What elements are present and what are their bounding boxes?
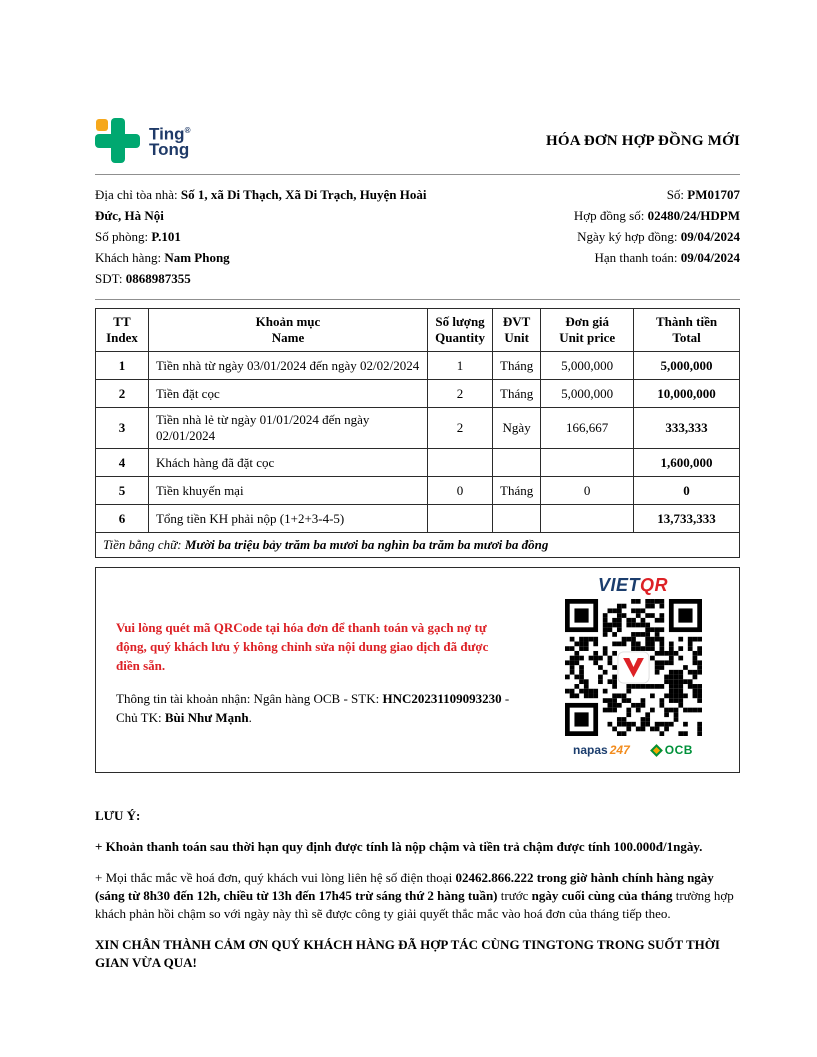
col-header-quantity: Số lượng Quantity <box>428 309 493 352</box>
customer-name-label: Khách hàng: <box>95 250 165 265</box>
contract-number-label: Hợp đồng số: <box>573 208 648 223</box>
contract-date-value: 09/04/2024 <box>680 229 740 244</box>
cell-quantity: 1 <box>428 352 493 380</box>
room-number-value: P.101 <box>151 229 181 244</box>
col-header-unit: ĐVT Unit <box>493 309 541 352</box>
cell-name: Tổng tiền KH phải nộp (1+2+3-4-5) <box>148 505 427 533</box>
cell-name: Khách hàng đã đặt cọc <box>148 449 427 477</box>
table-row-grand-total <box>96 505 740 533</box>
cell-unit: Tháng <box>493 352 541 380</box>
cell-index: 6 <box>96 505 149 533</box>
cell-index: 2 <box>96 380 149 408</box>
customer-phone-value: 0868987355 <box>125 271 191 286</box>
contract-number-row <box>574 205 740 226</box>
table-row <box>96 380 740 408</box>
cell-total: 13,733,333 <box>634 505 740 533</box>
cell-unit: Ngày <box>493 408 541 449</box>
customer-name-value: Nam Phong <box>164 250 230 265</box>
invoice-header <box>95 118 740 175</box>
cell-quantity <box>428 505 493 533</box>
cell-unit: Tháng <box>493 380 541 408</box>
cell-quantity <box>428 449 493 477</box>
invoice-items-table <box>95 308 740 558</box>
cell-index: 4 <box>96 449 149 477</box>
cell-unit-price: 0 <box>541 477 634 505</box>
qr-panel <box>527 568 739 772</box>
cell-unit-price: 166,667 <box>541 408 634 449</box>
cell-quantity: 0 <box>428 477 493 505</box>
logo-cross-horizontal <box>95 134 140 148</box>
cell-total: 0 <box>634 477 740 505</box>
cell-unit-price: 5,000,000 <box>541 380 634 408</box>
invoice-info <box>95 175 740 300</box>
table-row <box>96 408 740 449</box>
ocb-logo: OCB <box>652 743 693 757</box>
thanks-note: XIN CHÂN THÀNH CẢM ƠN QUÝ KHÁCH HÀNG ĐÃ HỢP TÁC CÙNG TINGTONG TRONG SUỐT THỜI GIAN VỪA QUA! <box>95 937 720 970</box>
logo-word-tong: Tong <box>149 140 190 160</box>
cell-index: 5 <box>96 477 149 505</box>
ocb-diamond-icon <box>650 744 663 757</box>
contract-date-label: Ngày ký hợp đồng: <box>577 229 681 244</box>
cell-unit: Tháng <box>493 477 541 505</box>
tingtong-logo-text <box>149 123 190 159</box>
cell-quantity: 2 <box>428 408 493 449</box>
cell-total: 333,333 <box>634 408 740 449</box>
vietqr-logo: VIETQR <box>597 575 668 595</box>
napas-logo: napas 247 <box>573 743 630 757</box>
cell-index: 1 <box>96 352 149 380</box>
col-header-name: Khoản mục Name <box>148 309 427 352</box>
invoice-number-label: Số: <box>666 187 688 202</box>
logo-word-ting: Ting <box>149 124 185 144</box>
building-address-label: Địa chỉ tòa nhà: <box>95 187 181 202</box>
due-date-label: Hạn thanh toán: <box>594 250 681 265</box>
table-row <box>96 449 740 477</box>
late-payment-note: + Khoản thanh toán sau thời hạn quy định được tính là nộp chậm và tiền trả chậm được tính 100.000đ/1ngày. <box>95 839 703 854</box>
contract-info <box>574 184 740 289</box>
payment-network-logos <box>573 743 693 757</box>
cell-total: 10,000,000 <box>634 380 740 408</box>
col-header-unit-price: Đơn giá Unit price <box>541 309 634 352</box>
invoice-footer <box>95 807 740 972</box>
cell-name: Tiền khuyến mại <box>148 477 427 505</box>
cell-unit <box>493 505 541 533</box>
contact-note: + Mọi thắc mắc về hoá đơn, quý khách vui lòng liên hệ số điện thoại 02462.866.222 trong giờ hành chính hàng ngày (sáng từ 8h30 đến 12h, chiều từ 13h đến 17h45 trừ sáng thứ 2 hàng tuần) trước ngày cuối cùng của tháng trường hợp khách phản hồi chậm so với ngày này thì sẽ được công ty giải quyết thắc mắc vào hoá đơn của tháng tiếp theo. <box>95 870 734 921</box>
notes-title: LƯU Ý: <box>95 808 141 823</box>
cell-total: 5,000,000 <box>634 352 740 380</box>
cell-unit-price: 5,000,000 <box>541 352 634 380</box>
table-header-row <box>96 309 740 352</box>
cell-name: Tiền nhà từ ngày 03/01/2024 đến ngày 02/02/2024 <box>148 352 427 380</box>
account-label: Thông tin tài khoản nhận: Ngân hàng OCB - STK: <box>116 690 383 706</box>
cell-index: 3 <box>96 408 149 449</box>
cell-unit-price <box>541 449 634 477</box>
cell-total: 1,600,000 <box>634 449 740 477</box>
contract-date-row <box>574 226 740 247</box>
due-date-row <box>574 247 740 268</box>
account-holder-label: - Chủ TK: <box>116 690 510 725</box>
amount-in-words-value: Mười ba triệu bảy trăm ba mươi ba nghìn ba trăm ba mươi ba đồng <box>184 537 549 552</box>
payment-qr-code <box>565 599 702 736</box>
account-number: HNC20231109093230 <box>382 690 502 706</box>
amount-in-words-label: Tiền bằng chữ: <box>103 537 185 552</box>
account-holder: Bùi Như Mạnh <box>164 709 249 725</box>
col-header-index: TT Index <box>96 309 149 352</box>
customer-name-row <box>95 247 455 268</box>
payment-instructions <box>96 568 527 772</box>
cell-name: Tiền nhà lẻ từ ngày 01/01/2024 đến ngày 02/01/2024 <box>148 408 427 449</box>
customer-phone-row <box>95 268 455 289</box>
logo-orange-square <box>96 119 108 131</box>
due-date-value: 09/04/2024 <box>680 250 740 265</box>
cell-quantity: 2 <box>428 380 493 408</box>
table-row <box>96 352 740 380</box>
payment-account-info <box>116 689 513 727</box>
invoice-number-row <box>574 184 740 205</box>
account-end: . <box>248 709 252 725</box>
cell-unit-price <box>541 505 634 533</box>
invoice-title: HÓA ĐƠN HỢP ĐỒNG MỚI <box>545 133 740 149</box>
building-address-value: Số 1, xã Di Thạch, Xã Di Trạch, Huyện Hoài Đức, Hà Nội <box>95 187 427 223</box>
contract-number-value: 02480/24/HDPM <box>647 208 740 223</box>
room-number-label: Số phòng: <box>95 229 152 244</box>
payment-section <box>95 567 740 773</box>
col-header-total: Thành tiền Total <box>634 309 740 352</box>
customer-phone-label: SDT: <box>95 271 126 286</box>
room-number-row <box>95 226 455 247</box>
tingtong-logo-icon <box>95 118 140 163</box>
cell-name: Tiền đặt cọc <box>148 380 427 408</box>
payment-notice: Vui lòng quét mã QRCode tại hóa đơn để thanh toán và gạch nợ tự động, quý khách lưu ý không chỉnh sửa nội dung giao dịch đã được điền sẵn. <box>116 619 489 673</box>
cell-unit <box>493 449 541 477</box>
building-address-row <box>95 184 455 226</box>
registered-mark: ® <box>184 125 191 135</box>
amount-in-words-row <box>96 533 740 558</box>
table-row <box>96 477 740 505</box>
customer-info <box>95 184 455 289</box>
invoice-number-value: PM01707 <box>687 187 740 202</box>
tingtong-logo <box>95 118 190 163</box>
